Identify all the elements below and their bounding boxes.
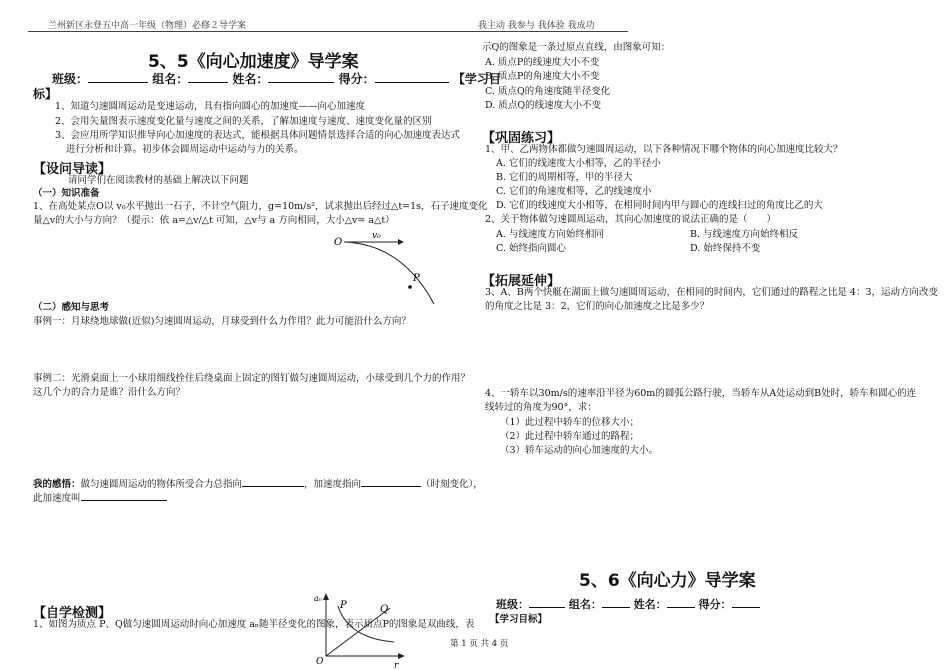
c2-option-c: C. 始终指向圆心 [496,243,566,254]
group-blank[interactable] [188,72,228,83]
name-label: 姓名： [232,72,269,86]
feel-blank-2[interactable] [361,476,421,487]
c1-option-a: A. 它们的线速度大小相等，乙的半径小 [496,158,661,169]
group-label: 组名： [152,72,189,86]
e4-sub-3: （3）轿车运动的向心加速度的大小。 [500,445,659,456]
name-blank-2[interactable] [667,597,695,608]
guide-title: 【设问导读】 [33,162,112,177]
feel-label: 我的感悟： [33,479,81,490]
e3-line2: 的角度之比是 3：2，它们的向心加速度之比是多少？ [485,301,710,312]
goal-3-cont: 进行分析和计算。初步体会圆周运动中运动与力的关系。 [66,144,304,155]
feel-text-c: （时刻变化）， [421,479,483,490]
student-info-row-2 [496,597,760,612]
c2-option-a: A. 与线速度方向始终相同 [496,229,604,240]
feel-text-a: 做匀速圆周运动的物体所受合力总指向 [80,479,243,490]
header-right: 我主动 我参与 我体验 我成功 [478,21,595,31]
header-rule [28,31,628,32]
feel-blank-1[interactable] [242,476,304,487]
fig2-label-q: Q [380,604,389,615]
c1-option-b: B. 它们的周期相等，甲的半径大 [496,172,633,183]
guide-intro: 请同学们在阅读教材的基础上解决以下问题 [68,175,249,186]
fig2-axis-r: r [394,661,399,670]
q1-option-b: B. 质点P的角速度大小不变 [485,71,600,82]
header-left: 兰州新区永登五中高一年级（物理）必修２导学案 [48,21,247,31]
feel-blank-3[interactable] [81,490,167,501]
feel-text-d: 此加速度叫 [33,493,81,504]
q1-line2: 量△v的大小与方向？（提示：依 a=△v/△t 可知，△v与 a 方向相同，大小△v= a△t） [33,215,395,226]
c1-option-c: C. 它们的角速度相等，乙的线速度小 [496,186,652,197]
fig1-label-p: P [413,273,420,284]
feel-line2 [33,490,167,505]
goals-title-tail: 标】 [33,87,58,101]
goal-1: 1、知道匀速圆周运动是变速运动，具有指向圆心的加速度——向心加速度 [55,101,366,112]
fig1-label-o: O [334,237,343,248]
feel-line1 [33,476,483,491]
part1-title: （一）知识准备 [33,188,100,199]
c2-option-b: B. 与线速度方向始终相反 [690,229,799,240]
part2-title: （二）感知与思考 [33,302,110,313]
q1-option-c: C. 质点Q的角速度随半径变化 [485,86,611,97]
e3-line1: 3、A、B两个快艇在湖面上做匀速圆周运动，在相同的时间内，它们通过的路程之比是 4：3，运动方向改变 [485,287,938,298]
group-label-2: 组名： [568,598,602,611]
case2-line2: 这几个力的合力是谁？沿什么方向？ [33,387,186,398]
score-blank-2[interactable] [732,597,760,608]
class-label: 班级： [52,72,89,86]
class-blank[interactable] [88,72,148,83]
score-label-2: 得分： [698,598,732,611]
name-label-2: 姓名： [633,598,667,611]
fig1-label-v0: v₀ [372,231,381,241]
self-q1: 1、如图为质点 P、Q做匀速圆周运动时向心加速度 aₙ随半径变化的图象，表示质点P的图象是双曲线，表 [33,619,475,630]
projectile-figure [330,228,450,308]
name-blank[interactable] [268,72,334,83]
acceleration-radius-graph [308,592,408,670]
page-title-2: 5、6《向心力》导学案 [579,571,756,591]
case2-line1: 事例二：光滑桌面上一小球用细线拴住后绕桌面上固定的图钉做匀速圆周运动，小球受到几个力的作用？ [33,373,471,384]
page-title: 5、5《向心加速度》导学案 [148,52,359,72]
self-check-title: 【自学检测】 [33,606,112,621]
c1-text: 1、甲、乙两物体都做匀速圆周运动，以下各种情况下哪个物体的向心加速度比较大？ [485,144,843,155]
class-label-2: 班级： [496,598,529,611]
fig2-label-p: P [340,600,347,611]
class-blank-2[interactable] [529,597,565,608]
extend-title: 【拓展延伸】 [482,274,561,289]
c1-option-d: D. 它们的线速度大小相等，在相同时间内甲与圆心的连线扫过的角度比乙的大 [496,200,823,211]
goal-2: 2、会用矢量图表示速度变化量与速度之间的关系，了解加速度与速度、速度变化量的区别 [55,116,432,127]
e4-line2: 线转过的角度为90°，求： [485,402,597,413]
e4-sub-1: （1）此过程中轿车的位移大小； [500,417,640,428]
goal-3: 3、会应用所学知识推导向心加速度的表达式，能根据具体问题情景选择合适的向心加速度表达式 [55,130,461,141]
c2-option-d: D. 始终保持不变 [690,243,761,254]
fig2-label-o: O [316,657,324,667]
self-q1-cont: 示Q的图象是一条过原点直线，由图象可知： [482,42,671,53]
e4-sub-2: （2）此过程中轿车通过的路程； [500,431,640,442]
q1-line1: 1、在高处某点O以 v₀水平抛出一石子，不计空气阻力，g=10m/s²，试求抛出后经过△t=1s，石子速度变化 [33,201,488,212]
q1-option-a: A. 质点P的线速度大小不变 [485,57,600,68]
page-number: 第 1 页 共 4 页 [450,639,509,649]
group-blank-2[interactable] [602,597,630,608]
fig2-axis-a: aₙ [314,594,323,603]
q1-option-d: D. 质点Q的线速度大小不变 [485,100,602,111]
goals-title: 【学习目 [452,72,501,86]
goals-title-2: 【学习目标】 [490,614,548,625]
student-info-row [52,72,501,87]
consolidate-title: 【巩固练习】 [482,131,561,146]
score-blank[interactable] [375,72,449,83]
c2-text: 2、关于物体做匀速圆周运动，其向心加速度的说法正确的是（ ） [485,214,777,225]
case1-text: 事例一：月球绕地球做(近似)匀速圆周运动，月球受到什么力作用？此力可能沿什么方向？ [33,316,411,327]
feel-text-b: ，加速度指向 [304,479,362,490]
e4-line1: 4、一轿车以30m/s的速率沿半径为60m的圆弧公路行驶，当轿车从A处运动到B处时，轿车和圆心的连 [485,388,917,399]
score-label: 得分： [338,72,375,86]
